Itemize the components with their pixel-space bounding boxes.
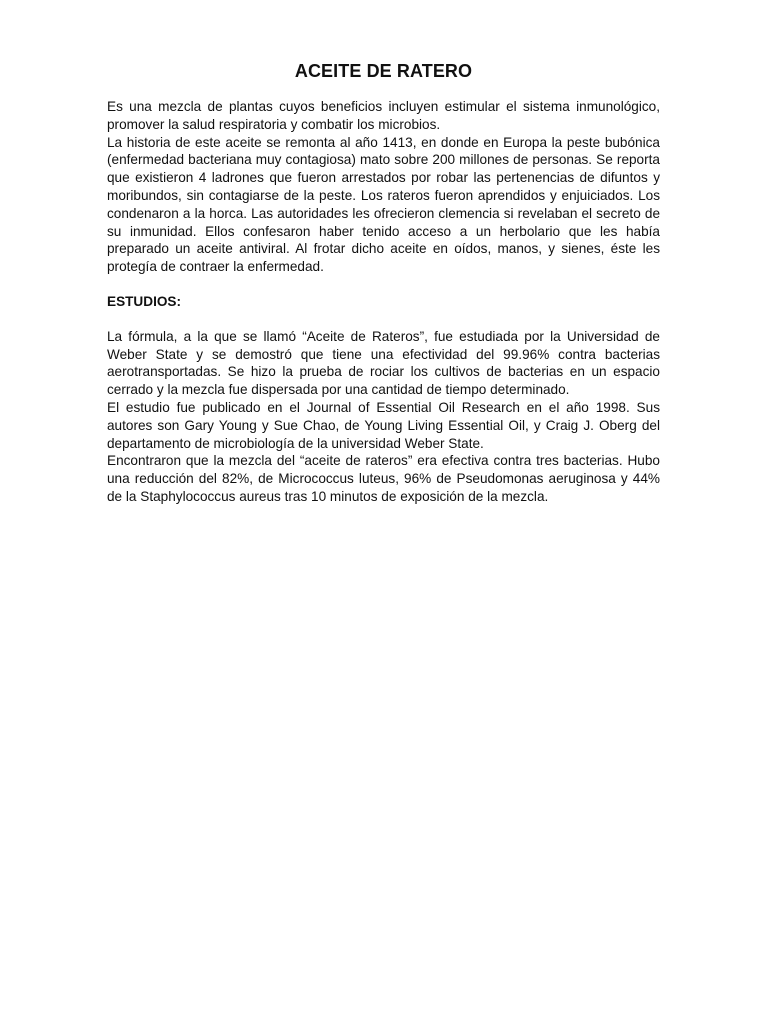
studies-paragraph-2: El estudio fue publicado en el Journal of Essential Oil Research en el año 1998. Sus autores son Gary Young y Sue Chao, de Young Living Essential Oil, y Craig J. Oberg del departamento de microbiología de la universidad Weber State.: [107, 399, 660, 451]
section-heading-estudios: ESTUDIOS:: [107, 293, 182, 309]
intro-paragraph-2: La historia de este aceite se remonta al año 1413, en donde en Europa la peste bubónica (enfermedad bacteriana muy contagiosa) mato sobre 200 millones de personas. Se reporta que existieron 4 ladrones que fueron arrestados por robar las pertenencias de difuntos y moribundos, sin contagiarse de la peste. Los rateros fueron aprendidos y enjuiciados. Los condenaron a la horca. Las autoridades les ofrecieron clemencia si revelaban el secreto de su inmunidad. Ellos confesaron haber tenido acceso a un herbolario que les había preparado un aceite antiviral. Al frotar dicho aceite en oídos, manos, y sienes, éste les protegía de contraer la enfermedad.: [107, 134, 660, 275]
studies-paragraph-1: La fórmula, a la que se llamó “Aceite de Rateros”, fue estudiada por la Universidad de Weber State y se demostró que tiene una efectividad del 99.96% contra bacterias aerotransportadas. Se hizo la prueba de rociar los cultivos de bacterias en un espacio cerrado y la mezcla fue dispersada por una cantidad de tiempo determinado.: [107, 328, 660, 398]
document-page: [107, 60, 660, 506]
document-title: ACEITE DE RATERO: [294, 61, 473, 81]
intro-paragraph-1: Es una mezcla de plantas cuyos beneficios incluyen estimular el sistema inmunológico, promover la salud respiratoria y combatir los microbios.: [107, 99, 660, 132]
studies-paragraph-3: Encontraron que la mezcla del “aceite de rateros” era efectiva contra tres bacterias. Hubo una reducción del 82%, de Micrococcus luteus, 96% de Pseudomonas aeruginosa y 44% de la Staphylococcus aureus tras 10 minutos de exposición de la mezcla.: [107, 453, 660, 504]
